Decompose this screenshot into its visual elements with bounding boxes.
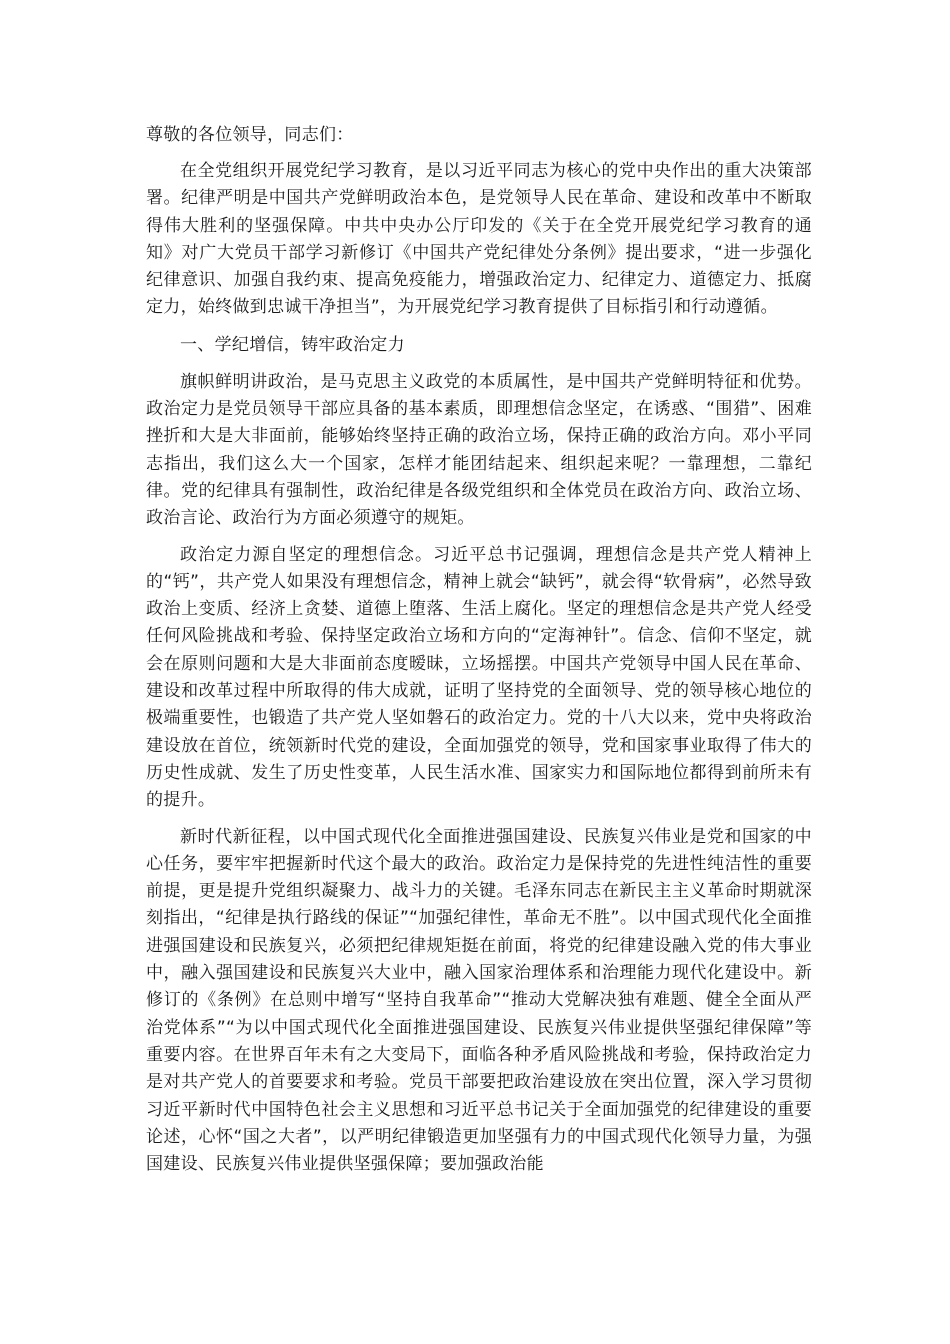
paragraph-new-era: 新时代新征程，以中国式现代化全面推进强国建设、民族复兴伟业是党和国家的中心任务，要牢牢把握新时代这个最大的政治。政治定力是保持党的先进性纯洁性的重要前提，更是提升党组织凝聚力、战斗力的关键。毛泽东同志在新民主主义革命时期就深刻指出，“纪律是执行路线的保证”“加强纪律性，革命无不胜”。以中国式现代化全面推进强国建设和民族复兴，必须把纪律规矩挺在前面，将党的纪律建设融入党的伟大事业中，融入强国建设和民族复兴大业中，融入国家治理体系和治理能力现代化建设中。新修订的《条例》在总则中增写“坚持自我革命”“推动大党解决独有难题、健全全面从严治党体系”“为以中国式现代化全面推进强国建设、民族复兴伟业提供坚强纪律保障”等重要内容。在世界百年未有之大变局下，面临各种矛盾风险挑战和考验，保持政治定力是对共产党人的首要要求和考验。党员干部要把政治建设放在突出位置，深入学习贯彻习近平新时代中国特色社会主义思想和习近平总书记关于全面加强党的纪律建设的重要论述，心怀“国之大者”，以严明纪律锻造更加坚强有力的中国式现代化领导力量，为强国建设、民族复兴伟业提供坚强保障；要加强政治能: [146, 826, 812, 1175]
document-page: [146, 121, 812, 1187]
section-heading-1: 一、学纪增信，铸牢政治定力: [180, 334, 405, 355]
greeting: 尊敬的各位领导，同志们：: [146, 125, 354, 145]
paragraph-intro: 在全党组织开展党纪学习教育，是以习近平同志为核心的党中央作出的重大决策部署。纪律严明是中国共产党鲜明政治本色，是党领导人民在革命、建设和改革中不断取得伟大胜利的坚强保障。中共中央办公厅印发的《关于在全党开展党纪学习教育的通知》对广大党员干部学习新修订《中国共产党纪律处分条例》提出要求，“进一步强化纪律意识、加强自我约束、提高免疫能力，增强政治定力、纪律定力、道德定力、抵腐定力，始终做到忠诚干净担当”，为开展党纪学习教育提供了目标指引和行动遵循。: [146, 161, 812, 318]
paragraph-political-stance: 旗帜鲜明讲政治，是马克思主义政党的本质属性，是中国共产党鲜明特征和优势。政治定力是党员领导干部应具备的基本素质，即理想信念坚定，在诱惑、“围猎”、困难挫折和大是大非面前，能够始终坚持正确的政治立场，保持正确的政治方向。邓小平同志指出，我们这么大一个国家，怎样才能团结起来、组织起来呢？一靠理想，二靠纪律。党的纪律具有强制性，政治纪律是各级党组织和全体党员在政治方向、政治立场、政治言论、政治行为方面必须遵守的规矩。: [146, 371, 812, 529]
paragraph-ideals-belief: 政治定力源自坚定的理想信念。习近平总书记强调，理想信念是共产党人精神上的“钙”，共产党人如果没有理想信念，精神上就会“缺钙”，就会得“软骨病”，必然导致政治上变质、经济上贪婪、道德上堕落、生活上腐化。坚定的理想信念是共产党人经受任何风险挑战和考验、保持坚定政治立场和方向的“定海神针”。信念、信仰不坚定，就会在原则问题和大是大非面前态度暧昧，立场摇摆。中国共产党领导中国人民在革命、建设和改革过程中所取得的伟大成就，证明了坚持党的全面领导、党的领导核心地位的极端重要性，也锻造了共产党人坚如磐石的政治定力。党的十八大以来，党中央将政治建设放在首位，统领新时代党的建设，全面加强党的领导，党和国家事业取得了伟大的历史性成就、发生了历史性变革，人民生活水准、国家实力和国际地位都得到前所未有的提升。: [146, 544, 812, 811]
